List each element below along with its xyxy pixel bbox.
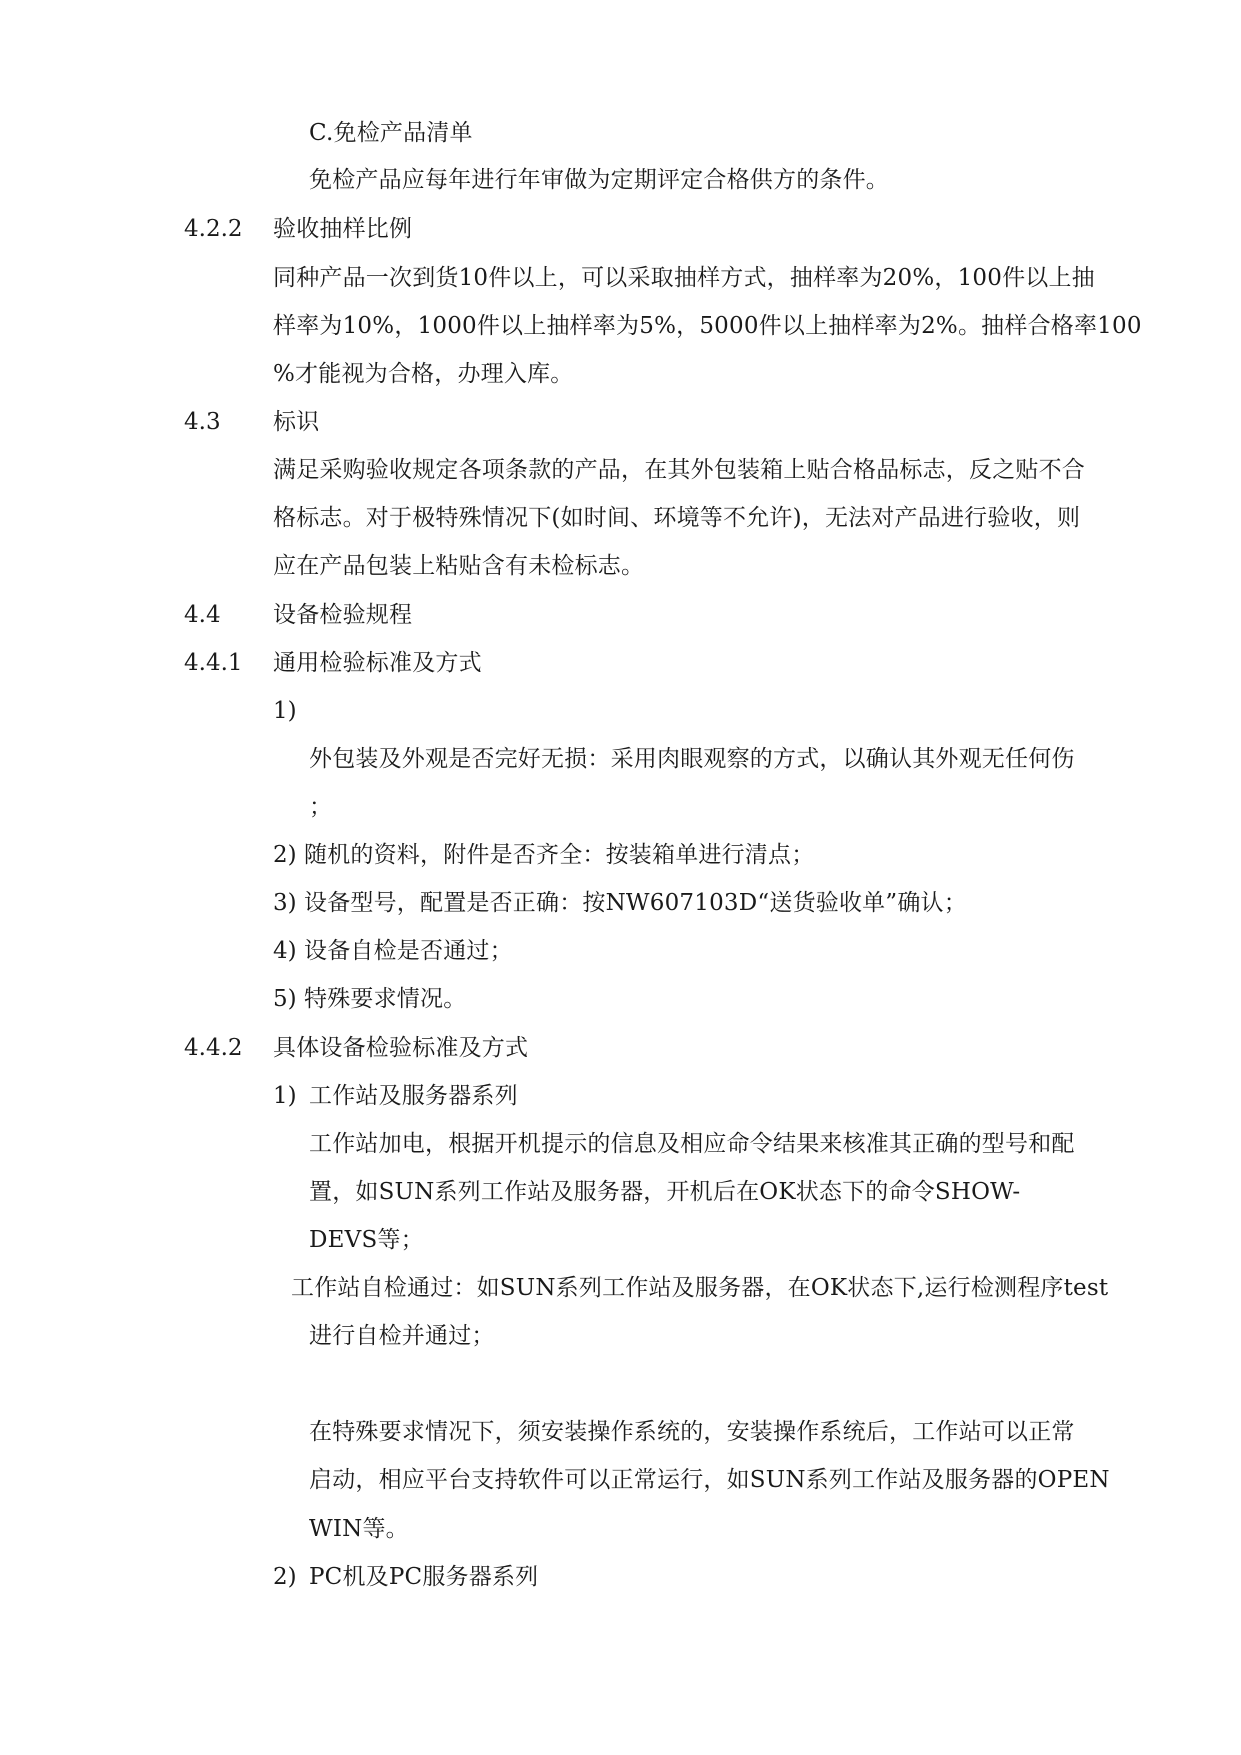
section-number: 4.4.1: [184, 650, 243, 676]
list-item-number: 4): [273, 938, 297, 964]
paragraph-line: 在特殊要求情况下，须安装操作系统的，安装操作系统后，工作站可以正常: [309, 1419, 1075, 1445]
paragraph-line: %才能视为合格，办理入库。: [273, 361, 574, 387]
paragraph-line: DEVS等；: [309, 1227, 424, 1253]
paragraph-line: 工作站自检通过：如SUN系列工作站及服务器，在OK状态下,运行检测程序test: [291, 1275, 1109, 1301]
paragraph-line: 置，如SUN系列工作站及服务器，开机后在OK状态下的命令SHOW-: [309, 1179, 1021, 1205]
paragraph-line: 满足采购验收规定各项条款的产品，在其外包装箱上贴合格品标志，反之贴不合: [273, 457, 1085, 483]
paragraph-line: 同种产品一次到货10件以上，可以采取抽样方式，抽样率为20%，100件以上抽: [273, 265, 1095, 291]
paragraph-line: 启动，相应平台支持软件可以正常运行，如SUN系列工作站及服务器的OPEN: [309, 1467, 1110, 1493]
list-item-text: 设备型号，配置是否正确：按NW607103D“送货验收单”确认；: [304, 890, 967, 916]
section-c-title: C.免检产品清单: [309, 120, 473, 146]
paragraph-line: 工作站加电，根据开机提示的信息及相应命令结果来核准其正确的型号和配: [309, 1131, 1075, 1157]
list-item-number: 2): [273, 1564, 297, 1590]
list-item-number: 2): [273, 842, 297, 868]
section-c-text: 免检产品应每年进行年审做为定期评定合格供方的条件。: [309, 167, 889, 193]
list-item-number: 1): [273, 1083, 297, 1109]
section-title: 通用检验标准及方式: [273, 650, 482, 676]
section-title: 标识: [273, 409, 320, 435]
paragraph-line: 样率为10%，1000件以上抽样率为5%，5000件以上抽样率为2%。抽样合格率100: [273, 313, 1142, 339]
section-number: 4.3: [184, 409, 221, 435]
section-number: 4.4: [184, 602, 221, 628]
list-item-title: PC机及PC服务器系列: [309, 1564, 539, 1590]
paragraph-line: WIN等。: [309, 1516, 409, 1542]
list-item-text: 随机的资料，附件是否齐全：按装箱单进行清点；: [304, 842, 815, 868]
list-item-text: 外包装及外观是否完好无损：采用肉眼观察的方式，以确认其外观无任何伤: [309, 746, 1075, 772]
paragraph-line: 格标志。对于极特殊情况下(如时间、环境等不允许)，无法对产品进行验收，则: [273, 505, 1081, 531]
list-item-text: ；: [309, 794, 333, 820]
section-title: 设备检验规程: [273, 602, 413, 628]
section-number: 4.4.2: [184, 1035, 243, 1061]
section-title: 验收抽样比例: [273, 216, 413, 242]
list-item-text: 特殊要求情况。: [304, 986, 467, 1012]
list-item-number: 3): [273, 890, 297, 916]
list-item-title: 工作站及服务器系列: [309, 1083, 518, 1109]
list-item-text: 设备自检是否通过；: [304, 938, 513, 964]
section-title: 具体设备检验标准及方式: [273, 1035, 529, 1061]
section-number: 4.2.2: [184, 216, 243, 242]
paragraph-line: 进行自检并通过；: [309, 1323, 495, 1349]
list-item-number: 1): [273, 698, 297, 724]
list-item-number: 5): [273, 986, 297, 1012]
paragraph-line: 应在产品包装上粘贴含有未检标志。: [273, 553, 645, 579]
